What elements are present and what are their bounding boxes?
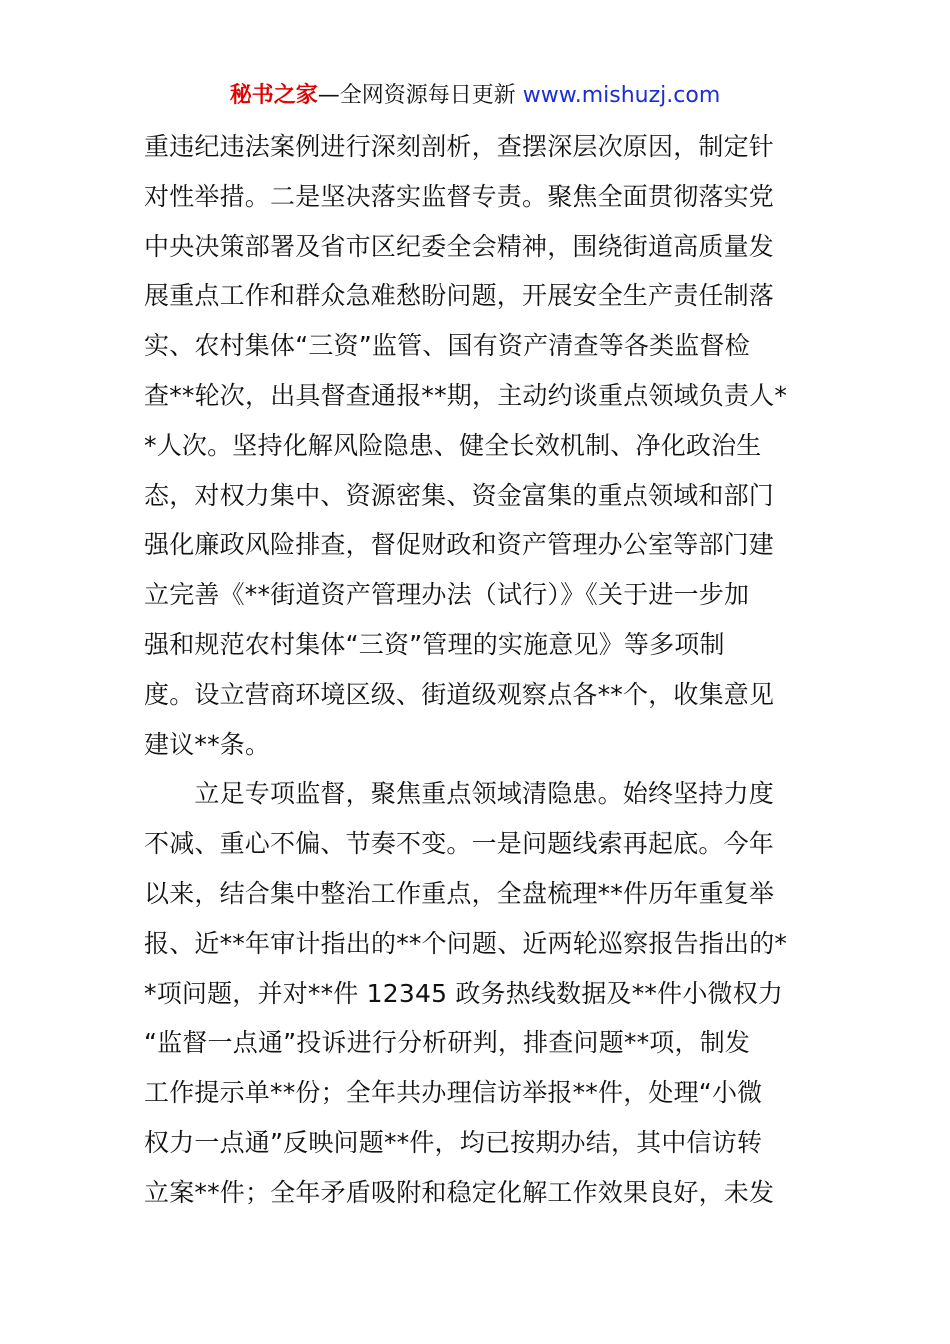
text-line: 权力一点通”反映问题**件，均已按期办结，其中信访转	[144, 1127, 763, 1157]
text-line: *人次。坚持化解风险隐患、健全长效机制、净化政治生	[144, 430, 762, 460]
text-line: 重违纪违法案例进行深刻剖析，查摆深层次原因，制定针	[144, 132, 775, 161]
text-line: 强和规范农村集体“三资”管理的实施意见》等多项制	[144, 629, 725, 659]
text-line: 强化廉政风险排查，督促财政和资产管理办公室等部门建	[144, 530, 775, 560]
text-line: 工作提示单**份；全年共办理信访举报**件，处理“小微	[144, 1078, 763, 1108]
text-line: 实、农村集体“三资”监管、国有资产清查等各类监督检	[144, 331, 750, 361]
text-line: 态，对权力集中、资源密集、资金富集的重点领域和部门	[144, 480, 775, 510]
text-line: 立案**件；全年矛盾吸附和稳定化解工作效果良好，未发	[144, 1177, 775, 1207]
site-tagline: —全网资源每日更新	[317, 83, 523, 108]
page-header	[0, 80, 950, 112]
text-line: 立足专项监督，聚焦重点领域清隐患。始终坚持力度	[144, 779, 775, 809]
text-line: 报、近**年审计指出的**个问题、近两轮巡察报告指出的*	[144, 928, 788, 958]
text-line: 对性举措。二是坚决落实监督专责。聚焦全面贯彻落实党	[144, 181, 775, 211]
text-line: 不减、重心不偏、节奏不变。一是问题线索再起底。今年	[144, 829, 775, 859]
text-line: 度。设立营商环境区级、街道级观察点各**个，收集意见	[144, 679, 775, 709]
text-line: 中央决策部署及省市区纪委全会精神，围绕街道高质量发	[144, 231, 775, 261]
text-line: 立完善《**街道资产管理办法（试行）》《关于进一步加	[144, 580, 750, 610]
site-brand: 秘书之家	[229, 83, 318, 108]
text-line: 展重点工作和群众急难愁盼问题，开展安全生产责任制落	[144, 281, 775, 311]
text-line: 以来，结合集中整治工作重点，全盘梳理**件历年重复举	[144, 878, 775, 908]
text-line: 查**轮次，出具督查通报**期，主动约谈重点领域负责人*	[144, 380, 788, 410]
text-line: *项问题，并对**件 12345 政务热线数据及**件小微权力	[144, 978, 784, 1008]
text-line: 建议**条。	[144, 729, 271, 759]
document-body	[144, 122, 814, 1218]
text-line: “监督一点通”投诉进行分析研判，排查问题**项，制发	[144, 1028, 751, 1058]
site-url: www.mishuzj.com	[522, 83, 721, 108]
